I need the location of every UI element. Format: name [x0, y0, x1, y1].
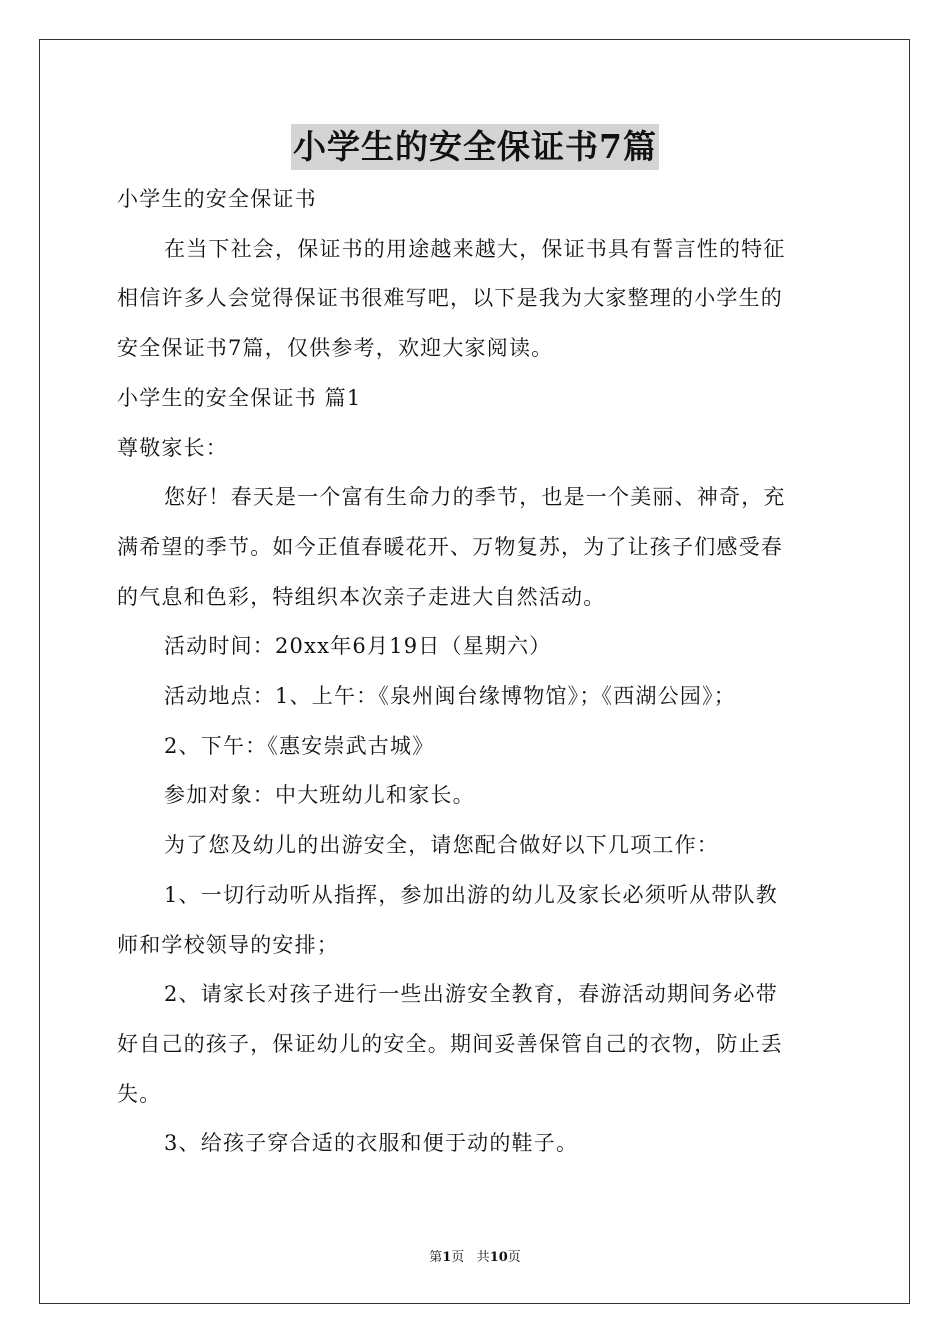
text-line: 活动地点：1、上午：《泉州闽台缘博物馆》；《西湖公园》；: [164, 684, 736, 709]
text-line: 在当下社会，保证书的用途越来越大，保证书具有誓言性的特征: [164, 236, 786, 261]
text-line: 您好！春天是一个富有生命力的季节，也是一个美丽、神奇，充: [164, 485, 786, 510]
text-line: 小学生的安全保证书: [117, 187, 317, 211]
text-line: 3、给孩子穿合适的衣服和便于动的鞋子。: [164, 1131, 579, 1156]
document-body: [117, 175, 833, 1169]
text-line: 失。: [117, 1081, 162, 1106]
text-line: 参加对象：中大班幼儿和家长。: [164, 783, 475, 808]
footer-page-unit: 页: [451, 1250, 465, 1265]
document-title: 小学生的安全保证书7篇: [291, 124, 659, 170]
text-line: 为了您及幼儿的出游安全，请您配合做好以下几项工作：: [164, 833, 719, 858]
text-line: 师和学校领导的安排；: [117, 932, 339, 957]
footer-page-prefix: 第: [429, 1250, 443, 1265]
text-line: 的气息和色彩，特组织本次亲子走进大自然活动。: [117, 584, 606, 609]
text-line: 好自己的孩子，保证幼儿的安全。期间妥善保管自己的衣物，防止丢: [117, 1031, 783, 1056]
text-line: 尊敬家长：: [117, 435, 228, 460]
text-line: 1、一切行动听从指挥，参加出游的幼儿及家长必须听从带队教: [164, 882, 778, 907]
footer-page-total: 10: [489, 1250, 508, 1265]
title-wrapper: [0, 124, 950, 170]
footer-page-current: 1: [442, 1250, 452, 1265]
text-line: 相信许多人会觉得保证书很难写吧，以下是我为大家整理的小学生的: [117, 286, 783, 311]
footer-total-unit: 页: [507, 1250, 521, 1265]
text-line: 2、请家长对孩子进行一些出游安全教育，春游活动期间务必带: [164, 982, 778, 1007]
text-line: 满希望的季节。如今正值春暖花开、万物复苏，为了让孩子们感受春: [117, 534, 783, 559]
page-footer: [0, 1249, 950, 1267]
text-line: 活动时间：20xx年6月19日（星期六）: [164, 634, 552, 659]
footer-total-prefix: 共: [476, 1250, 490, 1265]
text-line: 2、下午：《惠安崇武古城》: [164, 733, 435, 758]
text-line: 安全保证书7篇，仅供参考，欢迎大家阅读。: [117, 336, 554, 361]
text-line: 小学生的安全保证书 篇1: [117, 385, 362, 410]
